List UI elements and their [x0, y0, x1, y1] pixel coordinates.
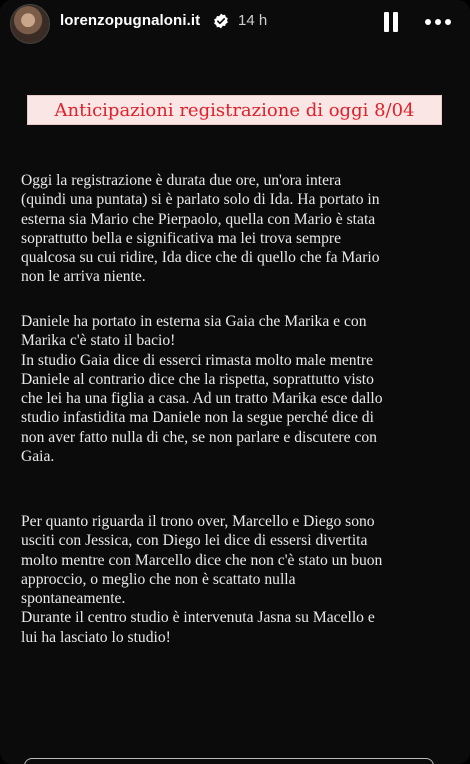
reply-bar-edge[interactable] [24, 758, 434, 764]
paragraph-1 [21, 171, 457, 287]
username[interactable]: lorenzopugnaloni.it [60, 12, 201, 29]
text-line: In studio Gaia dice di esserci rimasta molto male mentre [21, 351, 374, 369]
pause-button[interactable] [381, 12, 401, 34]
text-line: Oggi la registrazione è durata due ore, un'ora intera [21, 172, 342, 189]
text-line: lui ha lasciato lo studio! [21, 628, 171, 646]
paragraph-3 [21, 512, 457, 647]
text-line: non le arriva niente. [21, 268, 146, 286]
text-line: Durante il centro studio è intervenuta Jasna su Macello e [21, 609, 375, 627]
pause-icon [384, 12, 389, 32]
text-line: usciti con Jessica, con Diego lei dice di essersi divertita [21, 532, 368, 550]
text-line: che lei ha una figlia a casa. Ad un tratto Marika esce dallo [21, 390, 383, 408]
paragraph-2 [21, 312, 457, 466]
text-line: Marika c'è stato il bacio! [21, 332, 176, 350]
post-time: 14 h [238, 12, 268, 29]
text-line: molto mentre con Marcello dice che non c'è stato un buon [21, 551, 383, 569]
text-line: esterna sia Mario che Pierpaolo, quella con Mario è stata [21, 210, 376, 228]
verified-badge-icon [213, 13, 229, 29]
pause-icon [393, 12, 398, 32]
text-line: Gaia. [21, 448, 55, 466]
text-line: spontaneamente. [21, 590, 126, 608]
more-options-icon [425, 19, 431, 25]
text-line: Daniele al contrario dice che la rispetta, soprattutto visto [21, 370, 374, 388]
text-line: qualcosa su cui ridire, Ida dice che di quello che fa Mario [21, 249, 380, 267]
text-line: Daniele ha portato in esterna sia Gaia che Marika e con [21, 313, 367, 330]
text-line: approccio, o meglio che non è scattato nulla [21, 570, 296, 588]
avatar[interactable] [10, 4, 50, 44]
text-line: non aver fatto nulla di che, se non parlare e discutere con [21, 428, 377, 446]
text-line: Per quanto riguarda il trono over, Marcello e Diego sono [21, 513, 375, 530]
post-title: Anticipazioni registrazione di oggi 8/04 [54, 99, 415, 121]
more-options-button[interactable] [424, 14, 454, 30]
post-title-box [27, 95, 442, 125]
text-line: soprattutto bella e significativa ma lei trova sempre [21, 229, 341, 247]
text-line: (quindi una puntata) si è parlato solo di Ida. Ha portato in [21, 191, 380, 209]
more-options-icon [435, 19, 441, 25]
story-header [0, 0, 470, 46]
text-line: studio infastidita ma Daniele non la segue perché dice di [21, 409, 374, 427]
more-options-icon [445, 19, 451, 25]
